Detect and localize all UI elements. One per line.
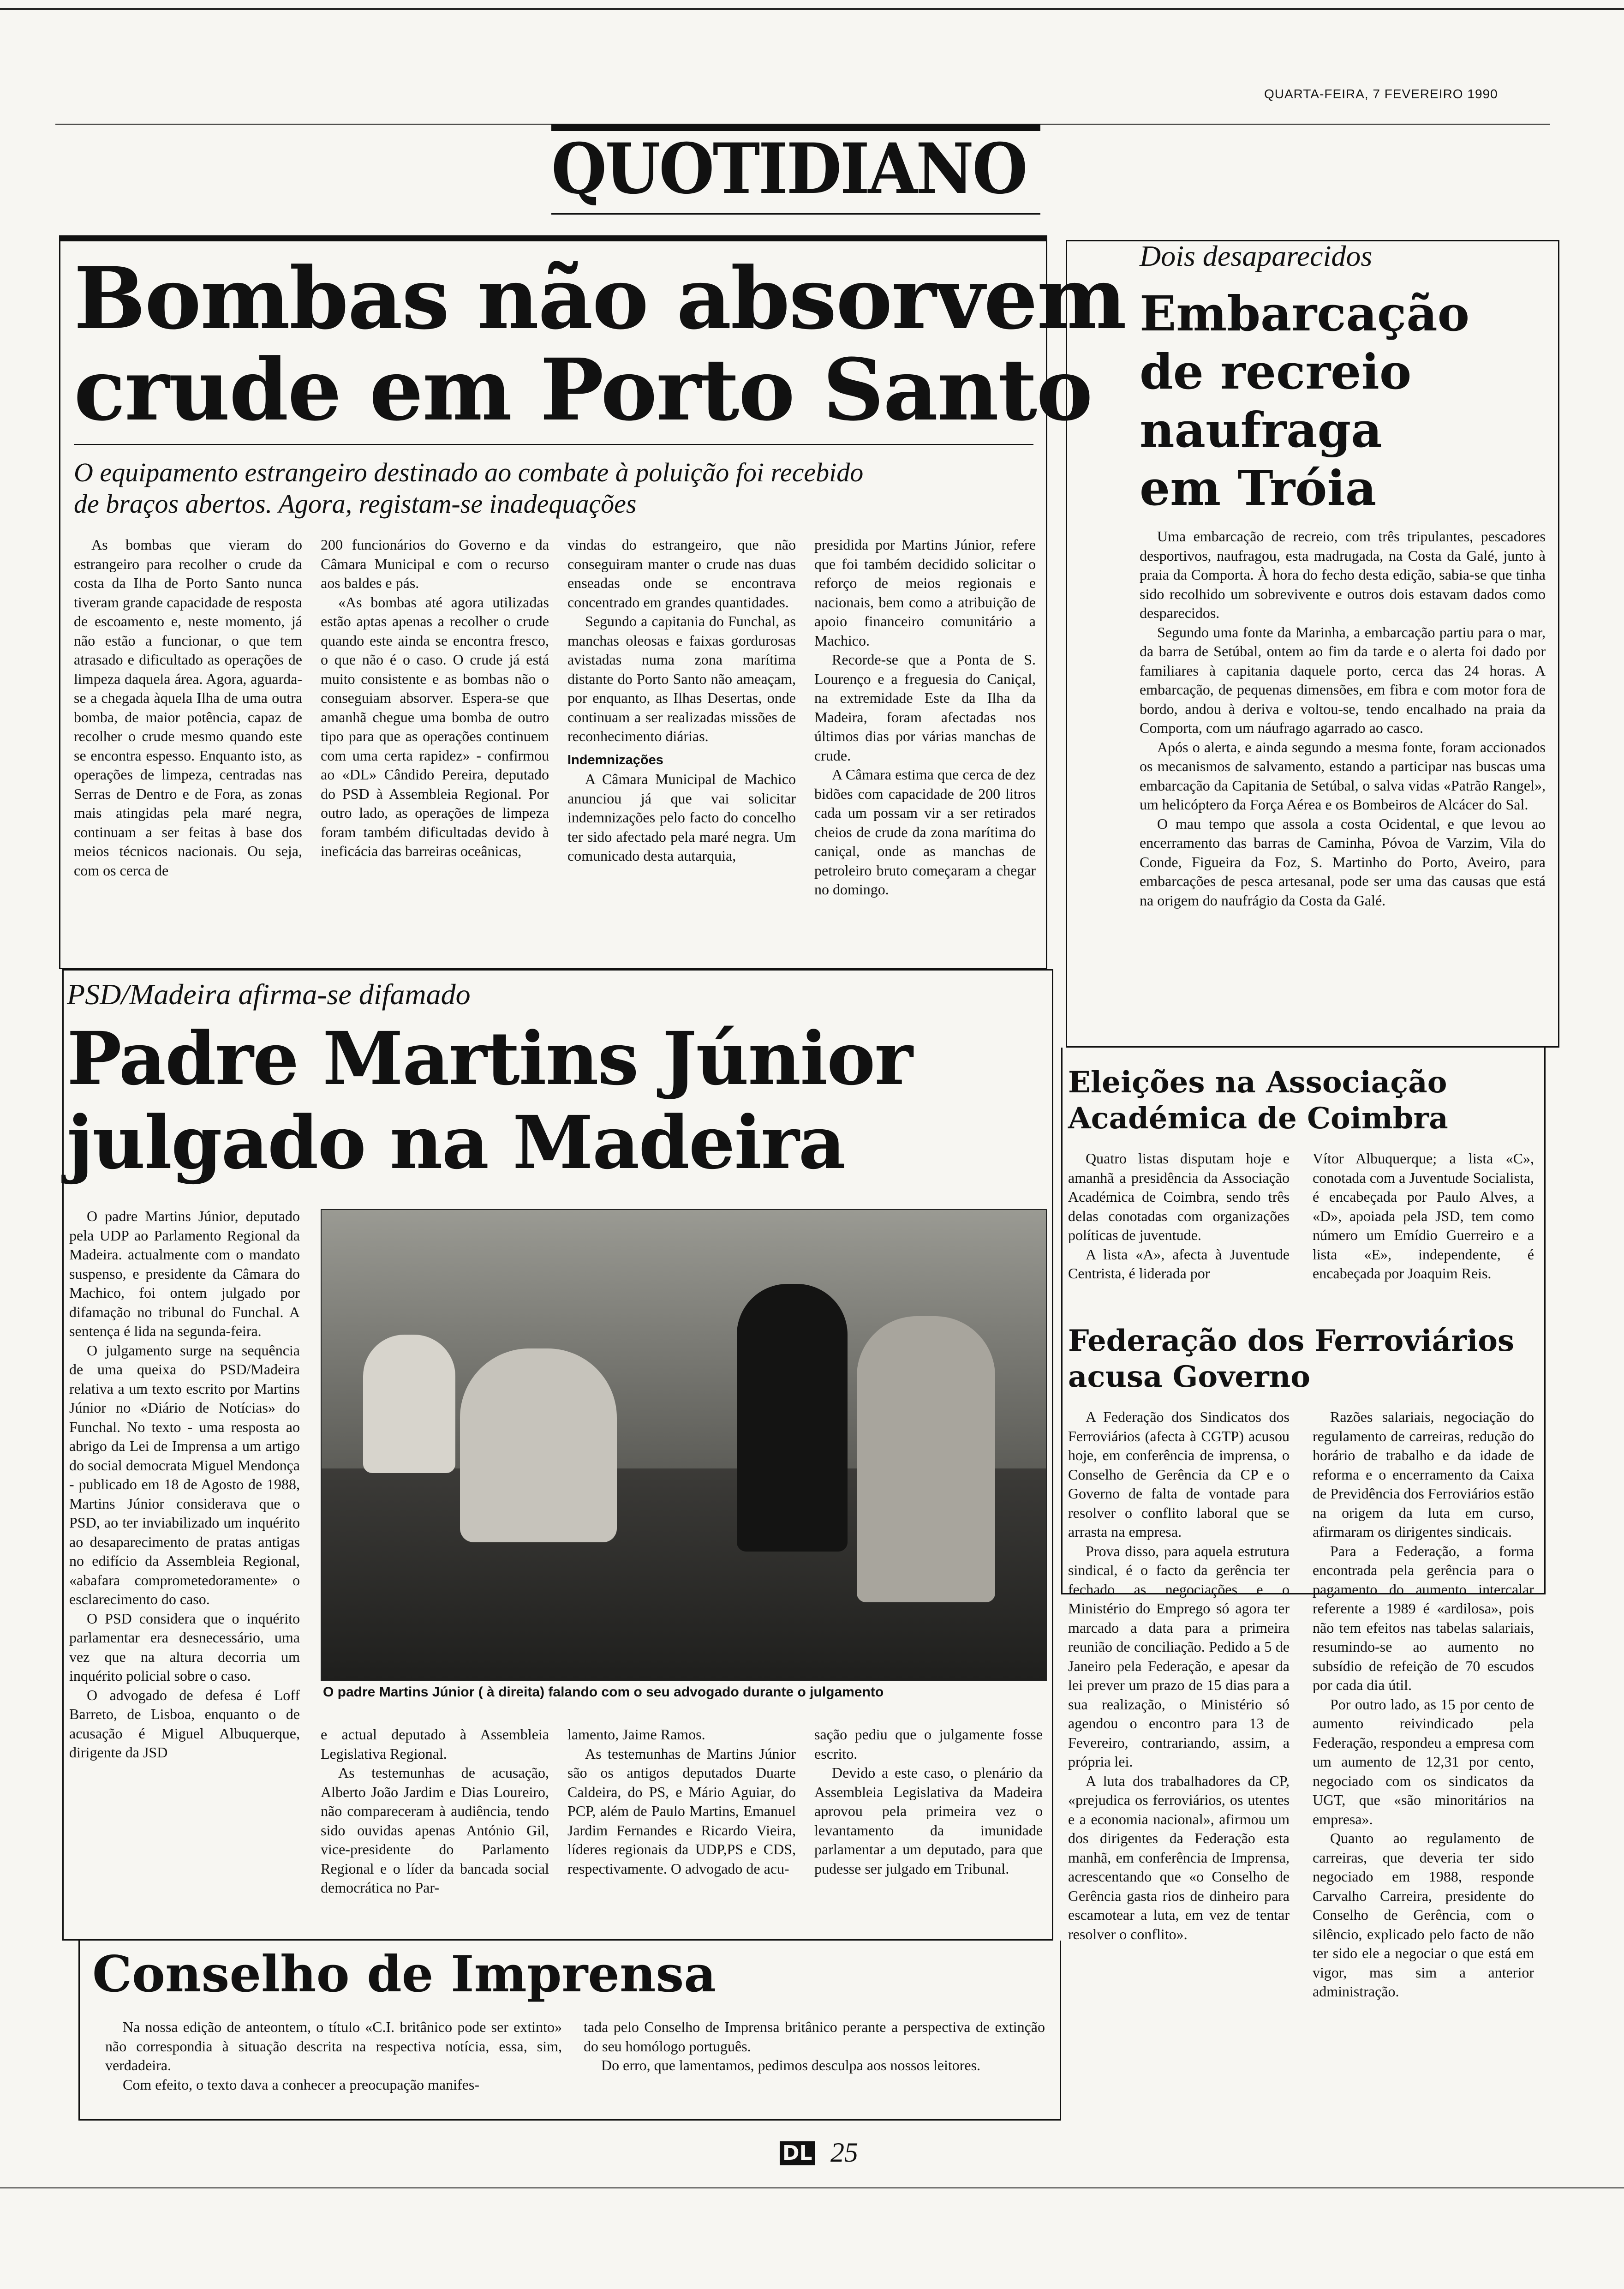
conselho-paragraph: Com efeito, o texto dava a conhecer a preocupação manifes- [123,2076,479,2093]
ferro-paragraph: Por outro lado, as 15 por cento de aumento reivindicado pela Federação, respondeu a empresa com um aumento de 12,31 por cento, negociado com os sindicatos da UGT, que «são minoritários na empresa». [1313,1696,1534,1828]
coimbra-headline-2: Académica de Coimbra [1068,1101,1448,1136]
martins-kicker: PSD/Madeira afirma-se difamado [67,978,471,1011]
bombas-paragraph: A Câmara Municipal de Machico anunciou já que vai solicitar indemnizações pelo facto do concelho ter sido afectado pela maré negra. Um comunicado desta autarquia, [567,771,796,864]
masthead-bar-bottom [551,213,1040,215]
troia-body [1140,527,1546,1039]
martins-headline-1: Padre Martins Júnior [67,1016,912,1102]
ferro-paragraph: A luta dos trabalhadores da CP, «prejudica os ferroviários, os utentes e a economia nacional», afirmou um dos dirigentes da Federação esta manhã, em conferência de Imprensa, acrescentando que «o Conselho de Gerência gasta rios de dinheiro para escamotear a luta, em vez de tentar resolver o conflito». [1068,1772,1290,1942]
bombas-paragraph: vindas do estrangeiro, que não conseguiram manter o crude nas duas enseadas onde se encontrava concentrado em grandes quantidades. [567,536,796,611]
troia-paragraph: Após o alerta, e ainda segundo a mesma fonte, foram accionados os mecanismos de salvamento, estando a participar nas buscas uma embarcação da Capitania de Setúbal, o salva vidas «Patrão Rangel», um helicóptero da Força Aérea e os Bombeiros de Alcácer do Sal. [1140,738,1546,813]
bombas-paragraph: 200 funcionários do Governo e da Câmara Municipal e com o recurso aos baldes e pás. [321,536,549,591]
martins-paragraph: As testemunhas de Martins Júnior são os antigos deputados Duarte Caldeira, do PS, e Mário Aguiar, do PCP, além de Paulo Martins, Emanuel Jardim Fernandes e Ricardo Vieira, líderes regionais da UDP,PS e CDS, respectivamente. O advogado de acu- [567,1745,796,1877]
troia-paragraph: Uma embarcação de recreio, com três tripulantes, pescadores desportivos, naufragou, esta madrugada, na Costa da Galé, junto à praia da Comporta. À hora do fecho desta edição, sabia-se que tinha sido recolhido um sobrevivente e outros dois estavam dados como desparecidos. [1140,528,1546,621]
coimbra-paragraph: A lista «A», afecta à Juventude Centrista, é liderada por [1068,1246,1290,1282]
martins-paragraph: e actual deputado à Assembleia Legislativa Regional. [321,1726,549,1762]
martins-paragraph: lamento, Jaime Ramos. [567,1726,705,1743]
bombas-paragraph: A Câmara estima que cerca de dez bidões com capacidade de 200 litros cada um possam vir a ser retirados cheios de crude da zona marítima do caniçal, onde as manchas de petroleiro bruto começaram a chegar no domingo. [814,766,1036,898]
martins-col-4 [814,1725,1043,1937]
coimbra-paragraph: Vítor Albuquerque; a lista «C», conotada com a Juventude Socialista, é encabeçada por Paulo Alves, a «D», apoiada pela JSD, tem como número um Emídio Guerreiro e a lista «E», independente, é encabeçada por Joaquim Reis. [1313,1150,1534,1282]
martins-paragraph: O advogado de defesa é Loff Barreto, de Lisboa, enquanto o de acusação é Miguel Albuquerque, dirigente da JSD [69,1686,300,1761]
section-masthead: QUOTIDIANO [551,128,1026,210]
bombas-subheading: Indemnizações [567,752,663,767]
troia-paragraph: O mau tempo que assola a costa Ocidental, e que levou ao encerramento das barras de Caminha, Póvoa de Varzim, Vila do Conde, Figueira da Foz, S. Martinho do Porto, Aveiro, para embarcações de pesca artesanal, pode ser uma das causas que está na origem do naufrágio da Costa da Galé. [1140,815,1546,909]
martins-col-2 [321,1725,549,1937]
coimbra-headline-1: Eleições na Associação [1068,1065,1447,1100]
ferro-paragraph: Razões salariais, negociação do regulamento de carreiras, redução do horário de trabalho e da idade de reforma e o encerramento da Caixa de Previdência dos Ferroviários estão na origem da luta em curso, afirmaram os dirigentes sindicais. [1313,1408,1534,1540]
bottom-rule [0,2187,1624,2188]
martins-paragraph: O PSD considera que o inquérito parlamentar era desnecessário, uma vez que na altura decorria um inquérito policial sobre o caso. [69,1610,300,1684]
coimbra-paragraph: Quatro listas disputam hoje e amanhã a presidência da Associação Académica de Coimbra, sendo três delas conotadas com organizações políticas de juventude. [1068,1150,1290,1243]
ferro-paragraph: A Federação dos Sindicatos dos Ferroviários (afecta à CGTP) acusou hoje, em conferência de imprensa, o Conselho de Gerência da CP e o Governo de falta de vontade para resolver o conflito laboral que se arrasta na empresa. [1068,1408,1290,1540]
ferro-col-2 [1313,1408,1534,2081]
martins-col-3 [567,1725,796,1937]
martins-paragraph: Devido a este caso, o plenário da Assembleia Legislativa da Madeira aprovou pela primeira vez o levantamento da imunidade parlamentar a um deputado, para que pudesse ser julgado em Tribunal. [814,1764,1043,1877]
martins-paragraph: sação pediu que o julgamente fosse escrito. [814,1726,1043,1762]
bombas-col-4 [814,535,1036,960]
bombas-paragraph: Recorde-se que a Ponta de S. Lourenço e a freguesia do Caniçal, na extremidade Este da Ilha da Madeira, foram afectadas nos últimos dias por várias manchas de crude. [814,651,1036,764]
conselho-col-2 [584,2018,1045,2115]
newspaper-logo: DL [780,2141,815,2165]
photo-caption: O padre Martins Júnior ( à direita) falando com o seu advogado durante o julgamento [323,1684,884,1700]
bombas-lead-2: de braços abertos. Agora, registam-se inadequações [74,489,637,519]
ferro-paragraph: Prova disso, para aquela estrutura sindical, é o facto da gerência ter fechado as negociações e o Ministério do Emprego só agora ter marcado a data para a primeira reunião de conciliação. Pedido a 5 de Janeiro pela Federação, e apesar da lei prever um prazo de 15 dias para a sua realização, o Ministério só agendou o encontro para 13 de Fevereiro, contrariando, assim, a própria lei. [1068,1542,1290,1770]
top-rule [0,8,1624,10]
martins-headline-2: julgado na Madeira [67,1100,845,1186]
ferro-headline-1: Federação dos Ferroviários [1068,1324,1514,1358]
troia-headline-2: de recreio [1140,343,1412,400]
conselho-paragraph: tada pelo Conselho de Imprensa britânico perante a perspectiva de extinção do seu homólogo português. [584,2019,1045,2055]
troia-headline-1: Embarcação [1140,285,1469,342]
bombas-paragraph: «As bombas até agora utilizadas estão aptas apenas a recolher o crude quando este ainda se encontra fresco, o que não é o caso. O crude já está muito consistente e as bombas não o conseguiam absorver. Espera-se que amanhã chegue uma bomba de outro tipo para que as operações continuem com uma certa rapidez» - confirmou ao «DL» Cândido Pereira, deputado do PSD à Assembleia Regional. Por outro lado, as operações de limpeza foram também dificultadas devido à ineficácia das barreiras oceânicas, [321,593,549,859]
martins-paragraph: O julgamento surge na sequência de uma queixa do PSD/Madeira relativa a um texto escrito por Martins Júnior no «Diário de Notícias» do Funchal. No texto - uma resposta ao abrigo da Lei de Imprensa a um artigo do social democrata Miguel Mendonça - publicado em 18 de Agosto de 1988, Martins Júnior considerava que o PSD, ao ter inviabilizado um inquérito ao desaparecimento de pratas antigas no edifício da Assembleia Regional, «abafara comprometedoramente» o esclarecimento do caso. [69,1342,300,1607]
martins-paragraph: O padre Martins Júnior, deputado pela UDP ao Parlamento Regional da Madeira. actualmente com o mandato suspenso, e presidente da Câmara do Machico, foi ontem julgado por difamação no tribunal do Funchal. A sentença é lida na segunda-feira. [69,1208,300,1339]
troia-headline-4: em Tróia [1140,460,1377,516]
bombas-headline-1: Bombas não absorvem [74,249,1126,348]
court-photo [321,1209,1047,1681]
bombas-headline-rule [74,444,1033,445]
page-number: 25 [830,2137,858,2168]
bombas-paragraph: presidida por Martins Júnior, refere que foi também decidido solicitar o reforço de meios regionais e nacionais, bem como a atribuição de apoio financeiro comunitário a Machico. [814,536,1036,649]
photo-figure-priest [857,1316,995,1602]
bombas-lead-1: O equipamento estrangeiro destinado ao combate à poluição foi recebido [74,457,864,487]
martins-col-1 [69,1207,300,1936]
conselho-col-1 [105,2018,562,2115]
troia-paragraph: Segundo uma fonte da Marinha, a embarcação partiu para o mar, da barra de Setúbal, ontem ao fim da tarde e o alerta foi dado por familiares à capitania daquele porto, cerca das 24 horas. A embarcação, de pequenas dimensões, em fibra e com motor fora de bordo, andou à deriva e voltou-se, tendo encalhado na praia da Comporta, com um náufrago agarrado ao casco. [1140,623,1546,736]
troia-kicker: Dois desaparecidos [1140,240,1373,272]
dateline: QUARTA-FEIRA, 7 FEVEREIRO 1990 [1264,87,1498,101]
bombas-top-bar [59,235,1047,241]
ferro-headline-2: acusa Governo [1068,1360,1310,1394]
bombas-col-2 [321,535,549,960]
coimbra-col-2 [1313,1149,1534,1311]
ferro-paragraph: Quanto ao regulamento de carreiras, que deveria ter sido negociado em 1988, responde Carvalho Carreira, presidente do Conselho de Gerência, com o silêncio, explicado pelo facto de não ter sido ele a negociar o que está em vigor, mas sim a anterior administração. [1313,1830,1534,2000]
coimbra-col-1 [1068,1149,1290,1311]
photo-figure-clerk [363,1335,455,1473]
photo-figure-advocate [737,1284,848,1552]
ferro-paragraph: Para a Federação, a forma encontrada pela gerência para o pagamento do aumento intercalar referente a 1989 é «ardilosa», pois não tem efeitos nas tabelas salariais, resumindo-se ao aumento no subsídio de refeição de 70 escudos por cada dia útil. [1313,1542,1534,1693]
bombas-headline-2: crude em Porto Santo [74,340,1092,440]
ferro-col-1 [1068,1408,1290,2081]
conselho-paragraph: Na nossa edição de anteontem, o título «C.I. britânico pode ser extinto» não correspondia à situação descrita na respectiva notícia, essa, sim, verdadeira. [105,2019,562,2073]
troia-headline-3: naufraga [1140,401,1382,458]
bombas-col-3 [567,535,796,960]
martins-paragraph: As testemunhas de acusação, Alberto João Jardim e Dias Loureiro, não compareceram à audiência, tendo sido ouvidas apenas António Gil, vice-presidente do Parlamento Regional e o líder da bancada social democrática no Par- [321,1764,549,1896]
conselho-headline: Conselho de Imprensa [92,1945,716,2003]
photo-figure-lawyer [460,1348,617,1542]
conselho-paragraph: Do erro, que lamentamos, pedimos desculpa aos nossos leitores. [601,2057,981,2073]
bombas-col-1 [74,535,302,960]
bombas-paragraph: As bombas que vieram do estrangeiro para recolher o crude da costa da Ilha de Porto Santo nunca tiveram grande capacidade de resposta de escoamento e, neste momento, já não estão a funcionar, o que tem atrasado e dificultado as operações de limpeza daquela área. Agora, aguarda-se a chegada àquela Ilha de uma outra bomba, de maior potência, capaz de recolher o crude mesmo quando este se encontra espesso. Enquanto isto, as operações de limpeza, centradas nas Serras de Dentro e de Fora, as zonas mais atingidas pela maré negra, continuam a ser feitas à base dos meios técnicos nacionais. Ou seja, com os cerca de [74,536,302,879]
bombas-paragraph: Segundo a capitania do Funchal, as manchas oleosas e faixas gordurosas avistadas numa zona marítima distante do Porto Santo não ameaçam, por enquanto, as Ilhas Desertas, onde continuam a ser realizadas missões de reconhecimento diárias. [567,613,796,744]
